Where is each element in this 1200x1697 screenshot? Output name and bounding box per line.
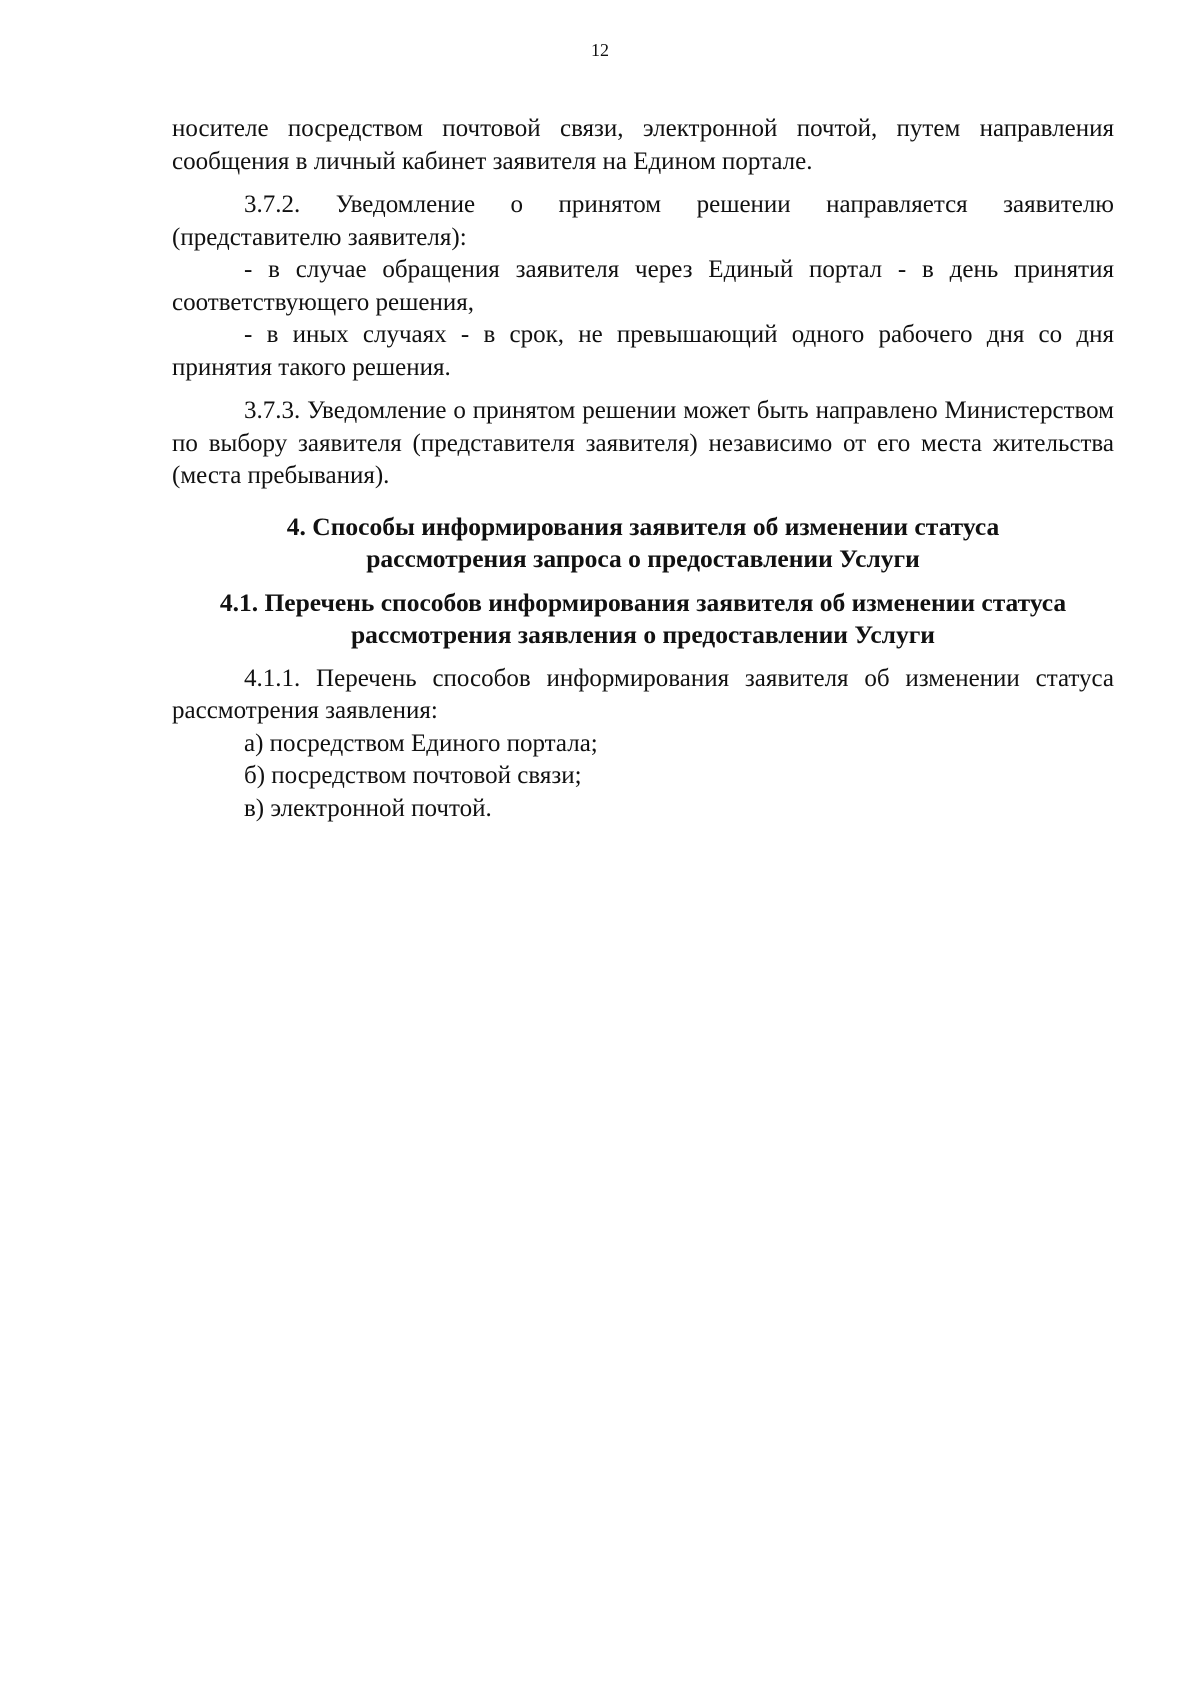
- section-4-heading: [172, 511, 1114, 576]
- document-body: [172, 113, 1114, 825]
- list-item: в) электронной почтой.: [244, 794, 492, 822]
- paragraph-continuation: носителе посредством почтовой связи, электронной почтой, путем направления сообщения в личный кабинет заявителя на Едином портале.: [172, 115, 1114, 175]
- page-number: 12: [591, 40, 609, 60]
- paragraph-3-7-2: 3.7.2. Уведомление о принятом решении направляется заявителю (представителю заявителя):: [172, 191, 1114, 251]
- section-4-heading-line-1: 4. Способы информирования заявителя об изменении статуса: [286, 511, 1000, 541]
- section-4-1-heading-line-2: рассмотрения заявления о предоставлении Услуги: [351, 620, 935, 649]
- paragraph-3-7-2-item-other: - в иных случаях - в срок, не превышающий одного рабочего дня со дня принятия такого решения.: [172, 321, 1114, 381]
- paragraph-3-7-3: 3.7.3. Уведомление о принятом решении может быть направлено Министерством по выбору заявителя (представителя заявителя) независимо от его места жительства (места пребывания).: [172, 397, 1114, 489]
- paragraph-4-1-1: 4.1.1. Перечень способов информирования заявителя об изменении статуса рассмотрения заявления:: [172, 664, 1114, 724]
- list-item: б) посредством почтовой связи;: [244, 762, 582, 789]
- list-item: а) посредством Единого портала;: [244, 729, 598, 757]
- section-4-1-heading-line-1: 4.1. Перечень способов информирования заявителя об изменении статуса: [219, 587, 1067, 617]
- paragraph-3-7-2-item-portal: - в случае обращения заявителя через Единый портал - в день принятия соответствующего решения,: [172, 256, 1114, 316]
- section-4-heading-line-2: рассмотрения запроса о предоставлении Услуги: [366, 544, 920, 573]
- section-4-1-heading: [172, 587, 1114, 652]
